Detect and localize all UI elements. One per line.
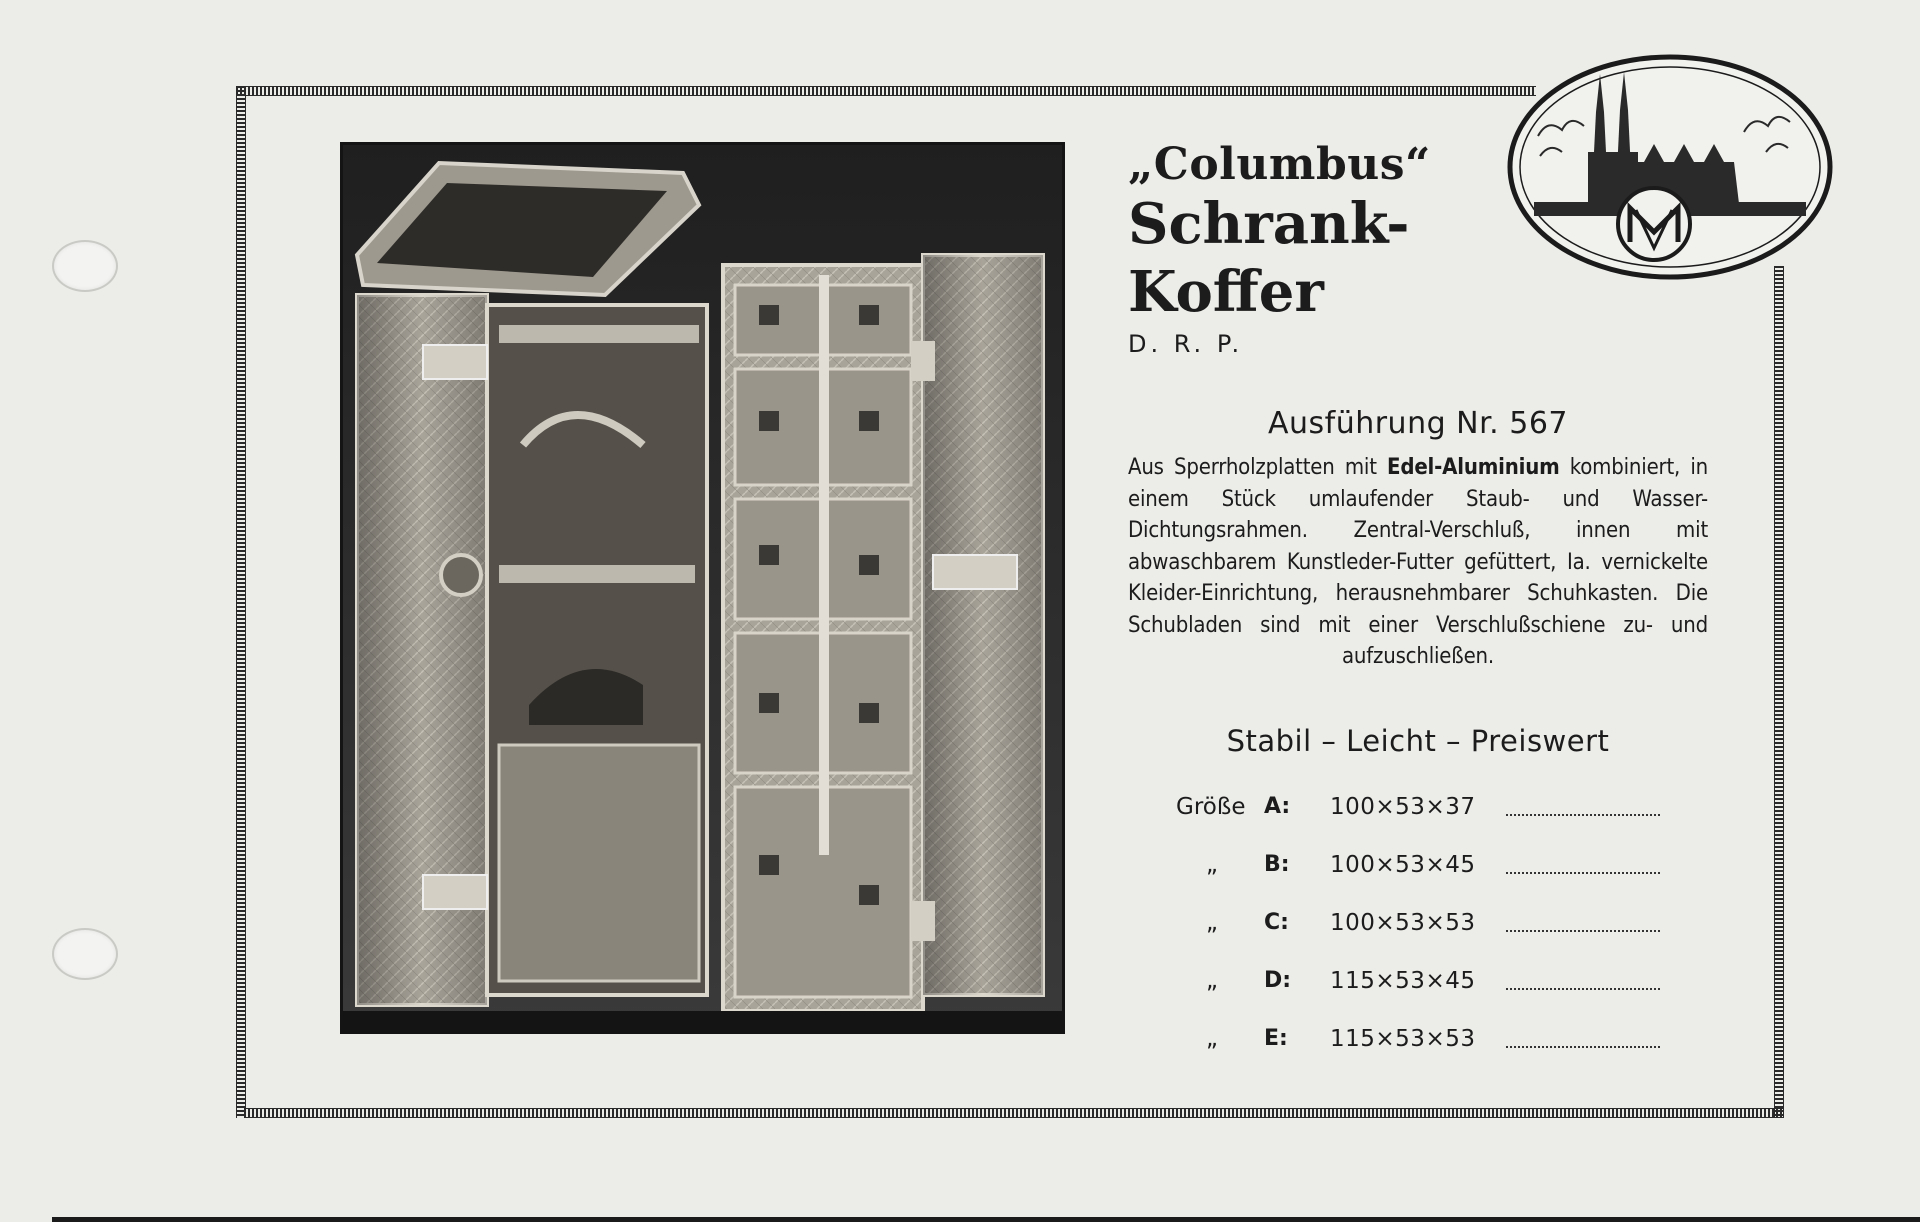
description — [1128, 452, 1708, 673]
model-number: Ausführung Nr. 567 — [1267, 406, 1569, 441]
size-label: „ — [1206, 1026, 1218, 1052]
size-row — [1170, 902, 1690, 960]
size-label: „ — [1206, 968, 1218, 994]
description-highlight: Edel-Aluminium — [1387, 455, 1560, 480]
title-line-1: Schrank- — [1128, 191, 1410, 257]
size-label: „ — [1206, 852, 1218, 878]
size-row — [1170, 1018, 1690, 1076]
size-letter: B: — [1264, 852, 1290, 877]
price-dotted-line — [1506, 988, 1662, 990]
bottom-rule — [52, 1217, 1920, 1222]
size-letter: C: — [1264, 910, 1289, 935]
title-line-2: Koffer — [1128, 259, 1324, 325]
size-letter: A: — [1264, 794, 1291, 819]
patent-note: D. R. P. — [1128, 330, 1244, 358]
slogan: Stabil – Leicht – Preiswert — [1226, 724, 1610, 758]
price-dotted-line — [1506, 930, 1662, 932]
product-name: „Columbus“ — [1128, 139, 1431, 190]
size-dimensions: 100×53×45 — [1330, 852, 1476, 878]
punch-hole-top — [52, 240, 118, 292]
price-dotted-line — [1506, 814, 1662, 816]
size-row — [1170, 844, 1690, 902]
description-body: kombiniert, in einem Stück umlaufender Staub- und Wasser-Dichtungsrahmen. Zentral-Verschluß, innen mit abwaschbarem Kunstleder-Futter gefüttert, Ia. vernickelte Kleider-Einrichtung, herausnehmbarer Schuhkasten. Die Schubladen sind mit einer Verschlußschiene zu- und aufzuschließen. — [1128, 455, 1708, 669]
size-letter: E: — [1264, 1026, 1288, 1051]
size-dimensions: 115×53×53 — [1330, 1026, 1476, 1052]
size-row — [1170, 786, 1690, 844]
price-dotted-line — [1506, 872, 1662, 874]
price-dotted-line — [1506, 1046, 1662, 1048]
description-lead: Aus Sperrholzplatten mit — [1128, 455, 1388, 480]
header-block — [1128, 140, 1708, 358]
size-label: „ — [1206, 910, 1218, 936]
size-letter: D: — [1264, 968, 1292, 993]
size-dimensions: 100×53×37 — [1330, 794, 1476, 820]
size-label: Größe — [1176, 794, 1246, 820]
size-list — [1170, 786, 1690, 1076]
wardrobe-trunk-illustration — [343, 145, 1062, 1031]
punch-hole-bottom — [52, 928, 118, 980]
size-dimensions: 115×53×45 — [1330, 968, 1476, 994]
size-row — [1170, 960, 1690, 1018]
trunk-photo — [340, 142, 1065, 1034]
size-dimensions: 100×53×53 — [1330, 910, 1476, 936]
